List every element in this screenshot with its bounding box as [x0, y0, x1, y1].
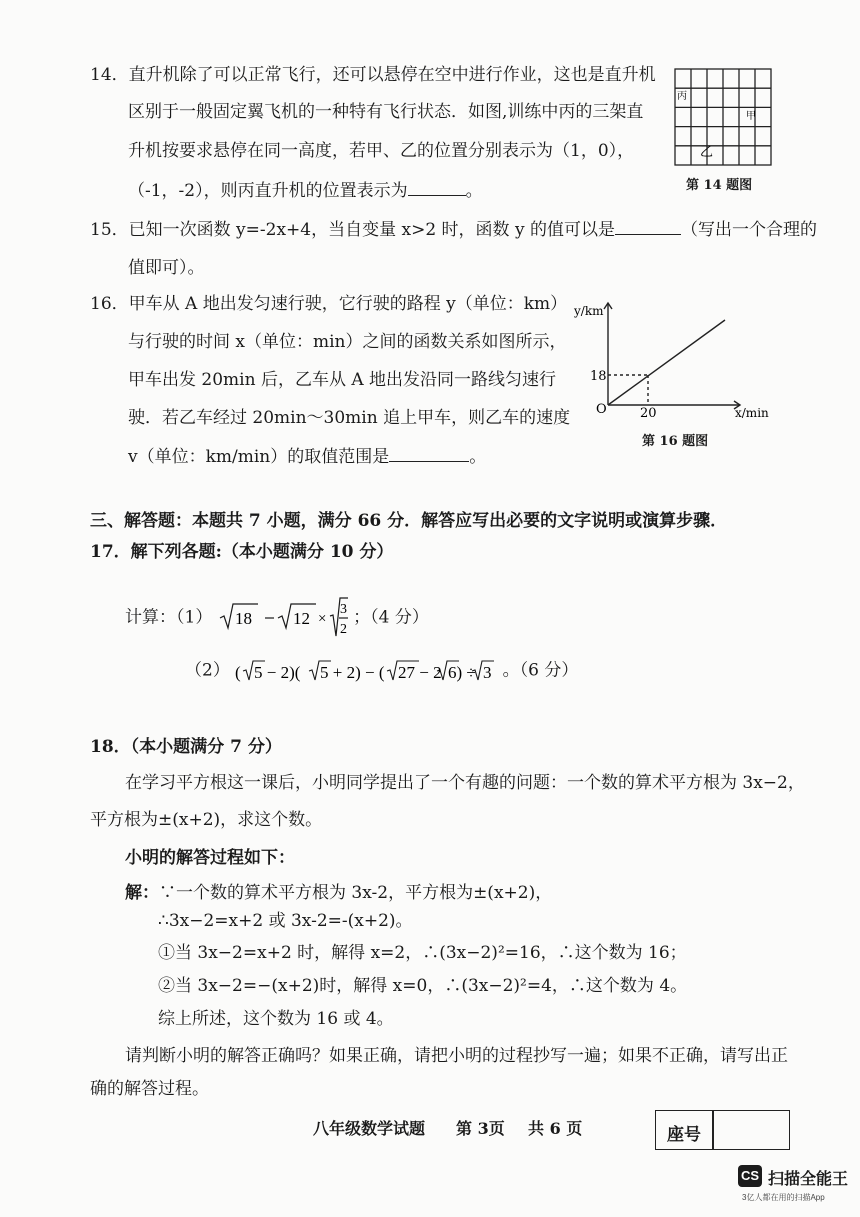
svg-text:3: 3 — [339, 602, 347, 617]
q15-line-1: 15．已知一次函数 y=-2x+4，当自变量 x>2 时，函数 y 的值可以是 （写出一个合理的 — [90, 220, 817, 240]
q16-line-5: v（单位：km/min）的取值范围是 。 — [128, 447, 487, 467]
q14-grid-figure — [673, 67, 773, 167]
label-jia: 甲 — [746, 111, 756, 122]
camscanner-tagline: 3亿人都在用的扫描App — [742, 1193, 825, 1202]
q14-line-3: 升机按要求悬停在同一高度，若甲、乙的位置分别表示为（1，0）， — [128, 141, 635, 161]
q17-part-1: 计算：（1） 18 12 × 3 2 ；（4 分） — [125, 596, 429, 636]
footer-page: 第 3页 — [456, 1119, 505, 1138]
footer-subject: 八年级数学试题 — [313, 1119, 426, 1138]
y-axis-label: y/km — [574, 304, 604, 318]
footer-total: 共 6 页 — [528, 1119, 583, 1138]
q16-line-4: 驶．若乙车经过 20min～30min 追上甲车，则乙车的速度 — [128, 408, 571, 428]
label-yi: 乙 — [700, 145, 714, 160]
svg-text:27 − 2: 27 − 2 — [398, 663, 442, 682]
q18-solution-1: 解：∵一个数的算术平方根为 3x-2，平方根为±(x+2)， — [125, 883, 553, 903]
q17-part-1-expression — [218, 596, 348, 640]
answer-blank — [389, 445, 469, 462]
svg-text:(: ( — [235, 663, 241, 682]
q16-line-3: 甲车出发 20min 后，乙车从 A 地出发沿同一路线匀速行 — [128, 370, 557, 390]
svg-text:6) ÷: 6) ÷ — [448, 663, 476, 682]
svg-text:2: 2 — [339, 622, 347, 637]
q18-solution-4: ②当 3x−2=−(x+2)时，解得 x=0，∴(3x−2)²=4，∴这个数为 4。 — [158, 976, 688, 996]
seat-number-box — [655, 1110, 790, 1150]
camscanner-logo-icon: CS — [738, 1165, 762, 1187]
x-axis-label: x/min — [735, 406, 769, 420]
q18-title: 18．（本小题满分 7 分） — [90, 737, 282, 757]
y-tick-label: 18 — [590, 369, 607, 384]
q18-intro-1: 在学习平方根这一课后，小明同学提出了一个有趣的问题：一个数的算术平方根为 3x−2， — [125, 773, 805, 793]
q18-solution-5: 综上所述，这个数为 16 或 4。 — [158, 1009, 394, 1029]
q18-solution-3: ①当 3x−2=x+2 时，解得 x=2，∴(3x−2)²=16，∴这个数为 16； — [158, 943, 687, 963]
q17-part-2: （2） ( 5 − 2)( 5 + 2) − ( 27 − 2 6) ÷ 3 。（6 分） — [185, 657, 578, 685]
q16-line-1: 16．甲车从 A 地出发匀速行驶，它行驶的路程 y（单位：km） — [90, 294, 568, 314]
q17-part-2-expression — [235, 657, 497, 685]
q14-line-4: （-1，-2），则丙直升机的位置表示为 。 — [128, 181, 483, 201]
label-bing: 丙 — [677, 91, 687, 102]
seat-label: 座号 — [667, 1125, 701, 1145]
section-3-heading: 三、解答题：本题共 7 小题，满分 66 分．解答应写出必要的文字说明或演算步骤． — [90, 511, 728, 531]
q18-process-title: 小明的解答过程如下： — [125, 848, 295, 868]
camscanner-name: 扫描全能王 — [768, 1171, 849, 1188]
q18-intro-2: 平方根为±(x+2)，求这个数。 — [90, 810, 323, 830]
origin-label: O — [596, 402, 607, 417]
q14-caption: 第 14 题图 — [686, 178, 753, 193]
answer-blank — [615, 218, 681, 235]
q15-line-2: 值即可）。 — [128, 258, 205, 278]
svg-text:3: 3 — [483, 663, 492, 682]
q14-line-1: 14．直升机除了可以正常飞行，还可以悬停在空中进行作业，这也是直升机 — [90, 65, 656, 85]
svg-text:5 − 2)(: 5 − 2)( — [254, 663, 301, 682]
q16-caption: 第 16 题图 — [642, 434, 709, 449]
svg-text:5 + 2) − (: 5 + 2) − ( — [320, 663, 385, 682]
svg-text:18: 18 — [234, 609, 252, 628]
svg-text:12: 12 — [292, 609, 310, 628]
q18-ask-2: 确的解答过程。 — [90, 1079, 209, 1099]
q16-line-2: 与行驶的时间 x（单位：min）之间的函数关系如图所示， — [128, 332, 567, 352]
q18-solution-2: ∴3x−2=x+2 或 3x-2=-(x+2)。 — [158, 911, 413, 931]
distance-time-line — [608, 320, 725, 405]
q17-title: 17．解下列各题:（本小题满分 10 分） — [90, 542, 394, 562]
q18-ask-1: 请判断小明的解答正确吗？如果正确，请把小明的过程抄写一遍；如果不正确，请写出正 — [125, 1046, 788, 1066]
svg-text:×: × — [317, 611, 327, 627]
q14-line-2: 区别于一般固定翼飞机的一种特有飞行状态．如图,训练中丙的三架直 — [128, 102, 644, 122]
q16-graph-figure — [570, 295, 775, 425]
answer-blank — [408, 179, 466, 196]
x-tick-label: 20 — [640, 406, 657, 421]
